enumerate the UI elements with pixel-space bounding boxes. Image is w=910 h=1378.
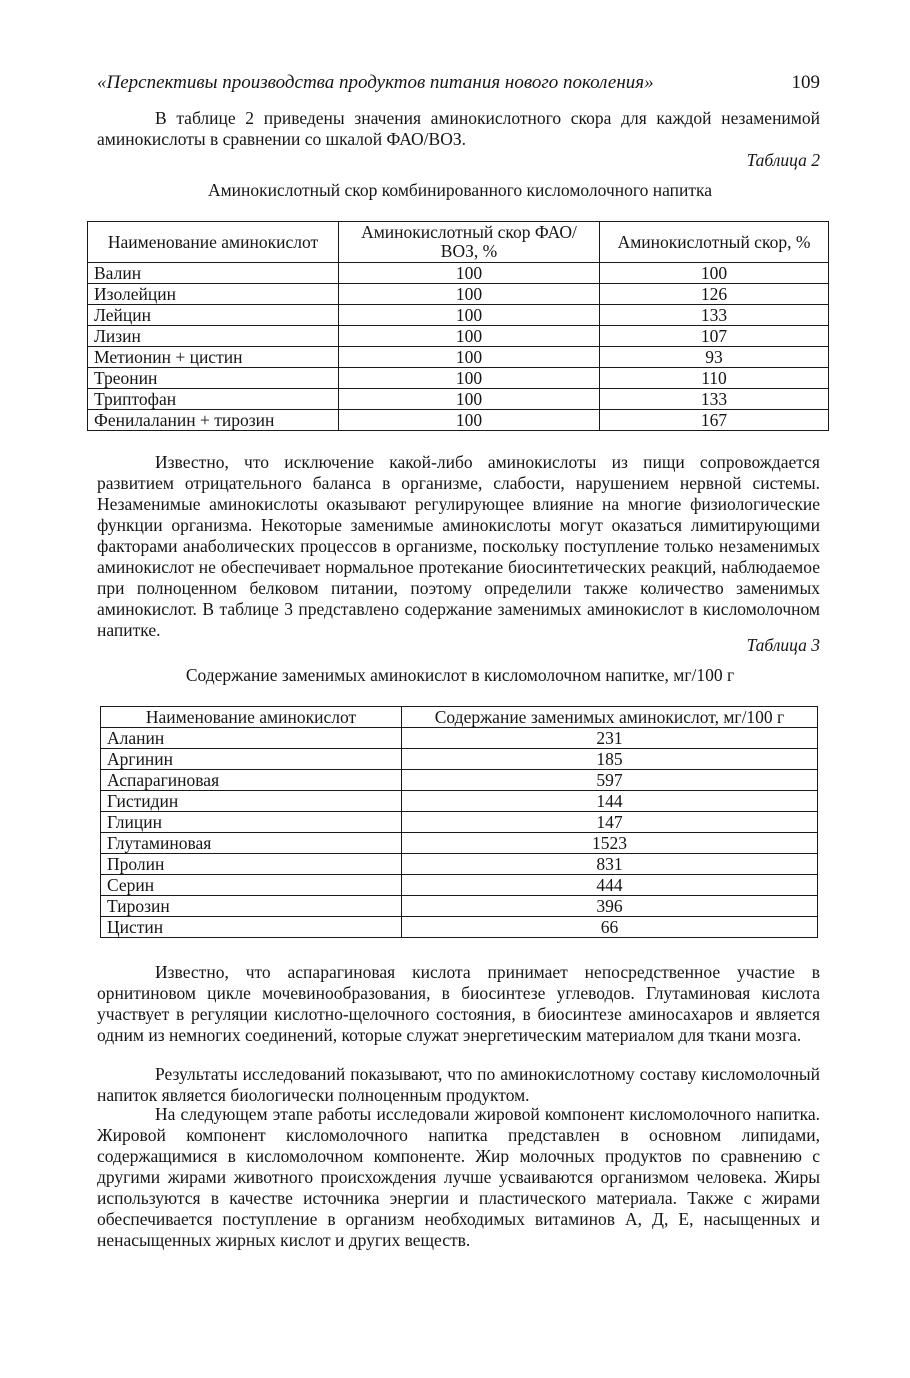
cell-score: 133 bbox=[600, 389, 829, 410]
table-row bbox=[88, 284, 829, 305]
table-row bbox=[88, 263, 829, 284]
cell-name: Триптофан bbox=[88, 389, 339, 410]
paragraph-intro: В таблице 2 приведены значения аминокислотного скора для каждой незаменимой аминокислоты в сравнении со шкалой ФАО/ВОЗ. bbox=[97, 108, 820, 149]
cell-name: Аспарагиновая bbox=[101, 770, 402, 791]
paragraph-essential-acids: Известно, что исключение какой-либо аминокислоты из пищи сопровождается развитием отрицательного баланса в организме, слабости, нарушением нервной системы. Незаменимые аминокислоты оказывают регулирующее влияние на многие физиологические функции организма. Некоторые заменимые аминокислоты могут оказаться лимитирующими факторами анаболических процессов в организме, поскольку поступление только незаменимых аминокислот не обеспечивает нормальное протекание биосинтетических реакций, наблюдаемое при полноценном белковом питании, поэтому определили также количество заменимых аминокислот. В таблице 3 представлено содержание заменимых аминокислот в кисломолочном напитке. bbox=[97, 452, 820, 640]
cell-name: Метионин + цистин bbox=[88, 347, 339, 368]
table-row bbox=[101, 833, 818, 854]
cell-score: 167 bbox=[600, 410, 829, 431]
table-row bbox=[101, 854, 818, 875]
cell-name: Лейцин bbox=[88, 305, 339, 326]
table3-label: Таблица 3 bbox=[746, 635, 820, 655]
paragraph-asparagine: Известно, что аспарагиновая кислота принимает непосредственное участие в орнитиновом цикле мочевинообразования, в биосинтезе углеводов. Глутаминовая кислота участвует в регуляции кислотно-щелочного состояния, в биосинтезе аминосахаров и является одним из немногих соединений, которые служат энергетическим материалом для ткани мозга. bbox=[97, 962, 820, 1045]
cell-fao: 100 bbox=[339, 326, 600, 347]
cell-name: Гистидин bbox=[101, 791, 402, 812]
cell-content: 144 bbox=[402, 791, 818, 812]
cell-name: Аланин bbox=[101, 728, 402, 749]
cell-content: 597 bbox=[402, 770, 818, 791]
table-row bbox=[101, 812, 818, 833]
cell-name: Изолейцин bbox=[88, 284, 339, 305]
cell-name: Глутаминовая bbox=[101, 833, 402, 854]
cell-name: Фенилаланин + тирозин bbox=[88, 410, 339, 431]
cell-content: 147 bbox=[402, 812, 818, 833]
cell-fao: 100 bbox=[339, 347, 600, 368]
cell-score: 107 bbox=[600, 326, 829, 347]
table-header-row bbox=[101, 707, 818, 728]
table2-title: Аминокислотный скор комбинированного кисломолочного напитка bbox=[207, 180, 713, 200]
paragraph-results: Результаты исследований показывают, что по аминокислотному составу кисломолочный напиток является биологически полноценным продуктом. bbox=[97, 1064, 820, 1105]
cell-name: Валин bbox=[88, 263, 339, 284]
nonessential-content-table bbox=[100, 706, 818, 938]
table-row bbox=[101, 896, 818, 917]
table-row bbox=[101, 728, 818, 749]
cell-content: 444 bbox=[402, 875, 818, 896]
cell-name: Пролин bbox=[101, 854, 402, 875]
cell-content: 831 bbox=[402, 854, 818, 875]
column-header-content: Содержание заменимых аминокислот, мг/100 г bbox=[402, 707, 818, 728]
cell-fao: 100 bbox=[339, 305, 600, 326]
cell-content: 66 bbox=[402, 917, 818, 938]
cell-fao: 100 bbox=[339, 389, 600, 410]
cell-score: 133 bbox=[600, 305, 829, 326]
cell-score: 93 bbox=[600, 347, 829, 368]
column-header-name: Наименование аминокислот bbox=[88, 222, 339, 263]
cell-fao: 100 bbox=[339, 284, 600, 305]
table2-label: Таблица 2 bbox=[746, 150, 820, 170]
cell-fao: 100 bbox=[339, 410, 600, 431]
cell-score: 100 bbox=[600, 263, 829, 284]
table-row bbox=[101, 875, 818, 896]
cell-content: 1523 bbox=[402, 833, 818, 854]
table-row bbox=[101, 770, 818, 791]
table-row bbox=[101, 917, 818, 938]
table-row bbox=[88, 410, 829, 431]
table-row bbox=[101, 791, 818, 812]
cell-name: Цистин bbox=[101, 917, 402, 938]
column-header-name: Наименование аминокислот bbox=[101, 707, 402, 728]
table3-title: Содержание заменимых аминокислот в кисломолочном напитке, мг/100 г bbox=[185, 665, 735, 685]
table-row bbox=[88, 389, 829, 410]
table-header-row bbox=[88, 222, 829, 263]
page-number: 109 bbox=[791, 72, 820, 93]
running-header bbox=[97, 72, 820, 94]
table-row bbox=[101, 749, 818, 770]
cell-fao: 100 bbox=[339, 368, 600, 389]
cell-score: 126 bbox=[600, 284, 829, 305]
cell-fao: 100 bbox=[339, 263, 600, 284]
table-row bbox=[88, 305, 829, 326]
paragraph-fat-component: На следующем этапе работы исследовали жировой компонент кисломолочного напитка. Жировой компонент кисломолочного напитка представлен в основном липидами, содержащимися в кисломолочном компоненте. Жир молочных продуктов по сравнению с другими жирами животного происхождения лучше усваиваются организмом человека. Жиры используются в качестве источника энергии и пластического материала. Также с жирами обеспечивается поступление в организм необходимых витаминов А, Д, Е, насыщенных и ненасыщенных жирных кислот и других веществ. bbox=[97, 1104, 820, 1250]
table-row bbox=[88, 368, 829, 389]
cell-name: Аргинин bbox=[101, 749, 402, 770]
column-header-score: Аминокислотный скор, % bbox=[600, 222, 829, 263]
cell-content: 396 bbox=[402, 896, 818, 917]
cell-name: Тирозин bbox=[101, 896, 402, 917]
cell-score: 110 bbox=[600, 368, 829, 389]
journal-title: «Перспективы производства продуктов питания нового поколения» bbox=[97, 72, 654, 93]
cell-content: 185 bbox=[402, 749, 818, 770]
cell-name: Лизин bbox=[88, 326, 339, 347]
cell-content: 231 bbox=[402, 728, 818, 749]
amino-score-table bbox=[87, 221, 829, 431]
cell-name: Серин bbox=[101, 875, 402, 896]
table-row bbox=[88, 326, 829, 347]
column-header-fao-score: Аминокислотный скор ФАО/ВОЗ, % bbox=[339, 222, 600, 263]
cell-name: Треонин bbox=[88, 368, 339, 389]
table-row bbox=[88, 347, 829, 368]
cell-name: Глицин bbox=[101, 812, 402, 833]
